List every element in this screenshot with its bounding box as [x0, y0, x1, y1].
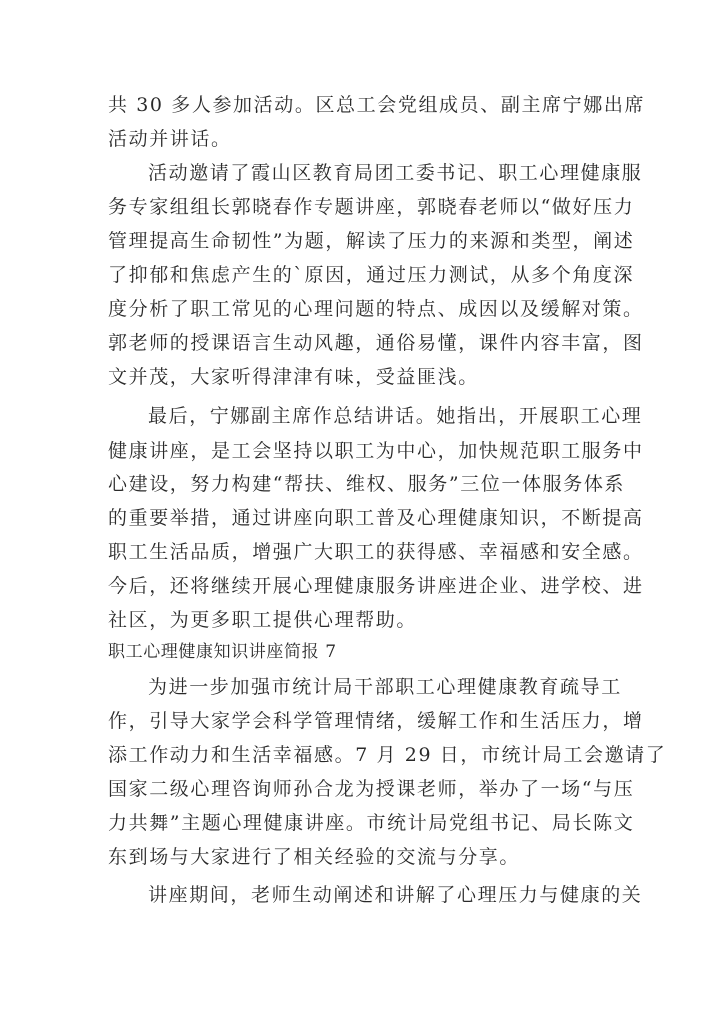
paragraph-2-line-4: 了抑郁和焦虑产生的`原因，通过压力测试，从多个角度深: [108, 264, 635, 286]
paragraph-3-line-3: 心建设，努力构建“帮扶、维权、服务”三位一体服务体系: [108, 473, 626, 495]
paragraph-4-line-3: 添工作动力和生活幸福感。7 月 29 日，市统计局工会邀请了: [108, 744, 667, 766]
paragraph-3-line-2: 健康讲座，是工会坚持以职工为中心，加快规范职工服务中: [108, 440, 644, 462]
paragraph-4-line-2: 作，引导大家学会科学管理情绪，缓解工作和生活压力，增: [108, 710, 644, 732]
paragraph-4-line-4: 国家二级心理咨询师孙合龙为授课老师，举办了一场“与压: [108, 778, 635, 800]
paragraph-4-line-6: 东到场与大家进行了相关经验的交流与分享。: [108, 846, 521, 868]
paragraph-2-line-3: 管理提高生命韧性”为题，解读了压力的来源和类型，阐述: [108, 230, 635, 252]
paragraph-2-line-1: 活动邀请了霞山区教育局团工委书记、职工心理健康服: [148, 162, 643, 184]
section-heading: 职工心理健康知识讲座简报 7: [108, 642, 337, 662]
paragraph-4-line-1: 为进一步加强市统计局干部职工心理健康教育疏导工: [148, 676, 622, 698]
paragraph-2-line-2: 务专家组组长郭晓春作专题讲座，郭晓春老师以“做好压力: [108, 196, 635, 218]
paragraph-5-line-1: 讲座期间，老师生动阐述和讲解了心理压力与健康的关: [148, 884, 643, 906]
paragraph-2-line-6: 郭老师的授课语言生动风趣，通俗易懂，课件内容丰富，图: [108, 332, 644, 354]
paragraph-3-line-5: 职工生活品质，增强广大职工的获得感、幸福感和安全感。: [108, 541, 644, 563]
paragraph-3-line-4: 的重要举措，通过讲座向职工普及心理健康知识，不断提高: [108, 507, 644, 529]
paragraph-1-line-1: 共 30 多人参加活动。区总工会党组成员、副主席宁娜出席: [108, 94, 646, 116]
paragraph-4-line-5: 力共舞”主题心理健康讲座。市统计局党组书记、局长陈文: [108, 812, 635, 834]
paragraph-3-line-7: 社区，为更多职工提供心理帮助。: [108, 609, 418, 631]
paragraph-2-line-7: 文并茂，大家听得津津有味，受益匪浅。: [108, 366, 479, 388]
paragraph-3-line-6: 今后，还将继续开展心理健康服务讲座进企业、进学校、进: [108, 575, 644, 597]
paragraph-1-line-2: 活动并讲话。: [108, 128, 232, 150]
paragraph-3-line-1: 最后，宁娜副主席作总结讲话。她指出，开展职工心理: [148, 405, 643, 427]
paragraph-2-line-5: 度分析了职工常见的心理问题的特点、成因以及缓解对策。: [108, 298, 644, 320]
